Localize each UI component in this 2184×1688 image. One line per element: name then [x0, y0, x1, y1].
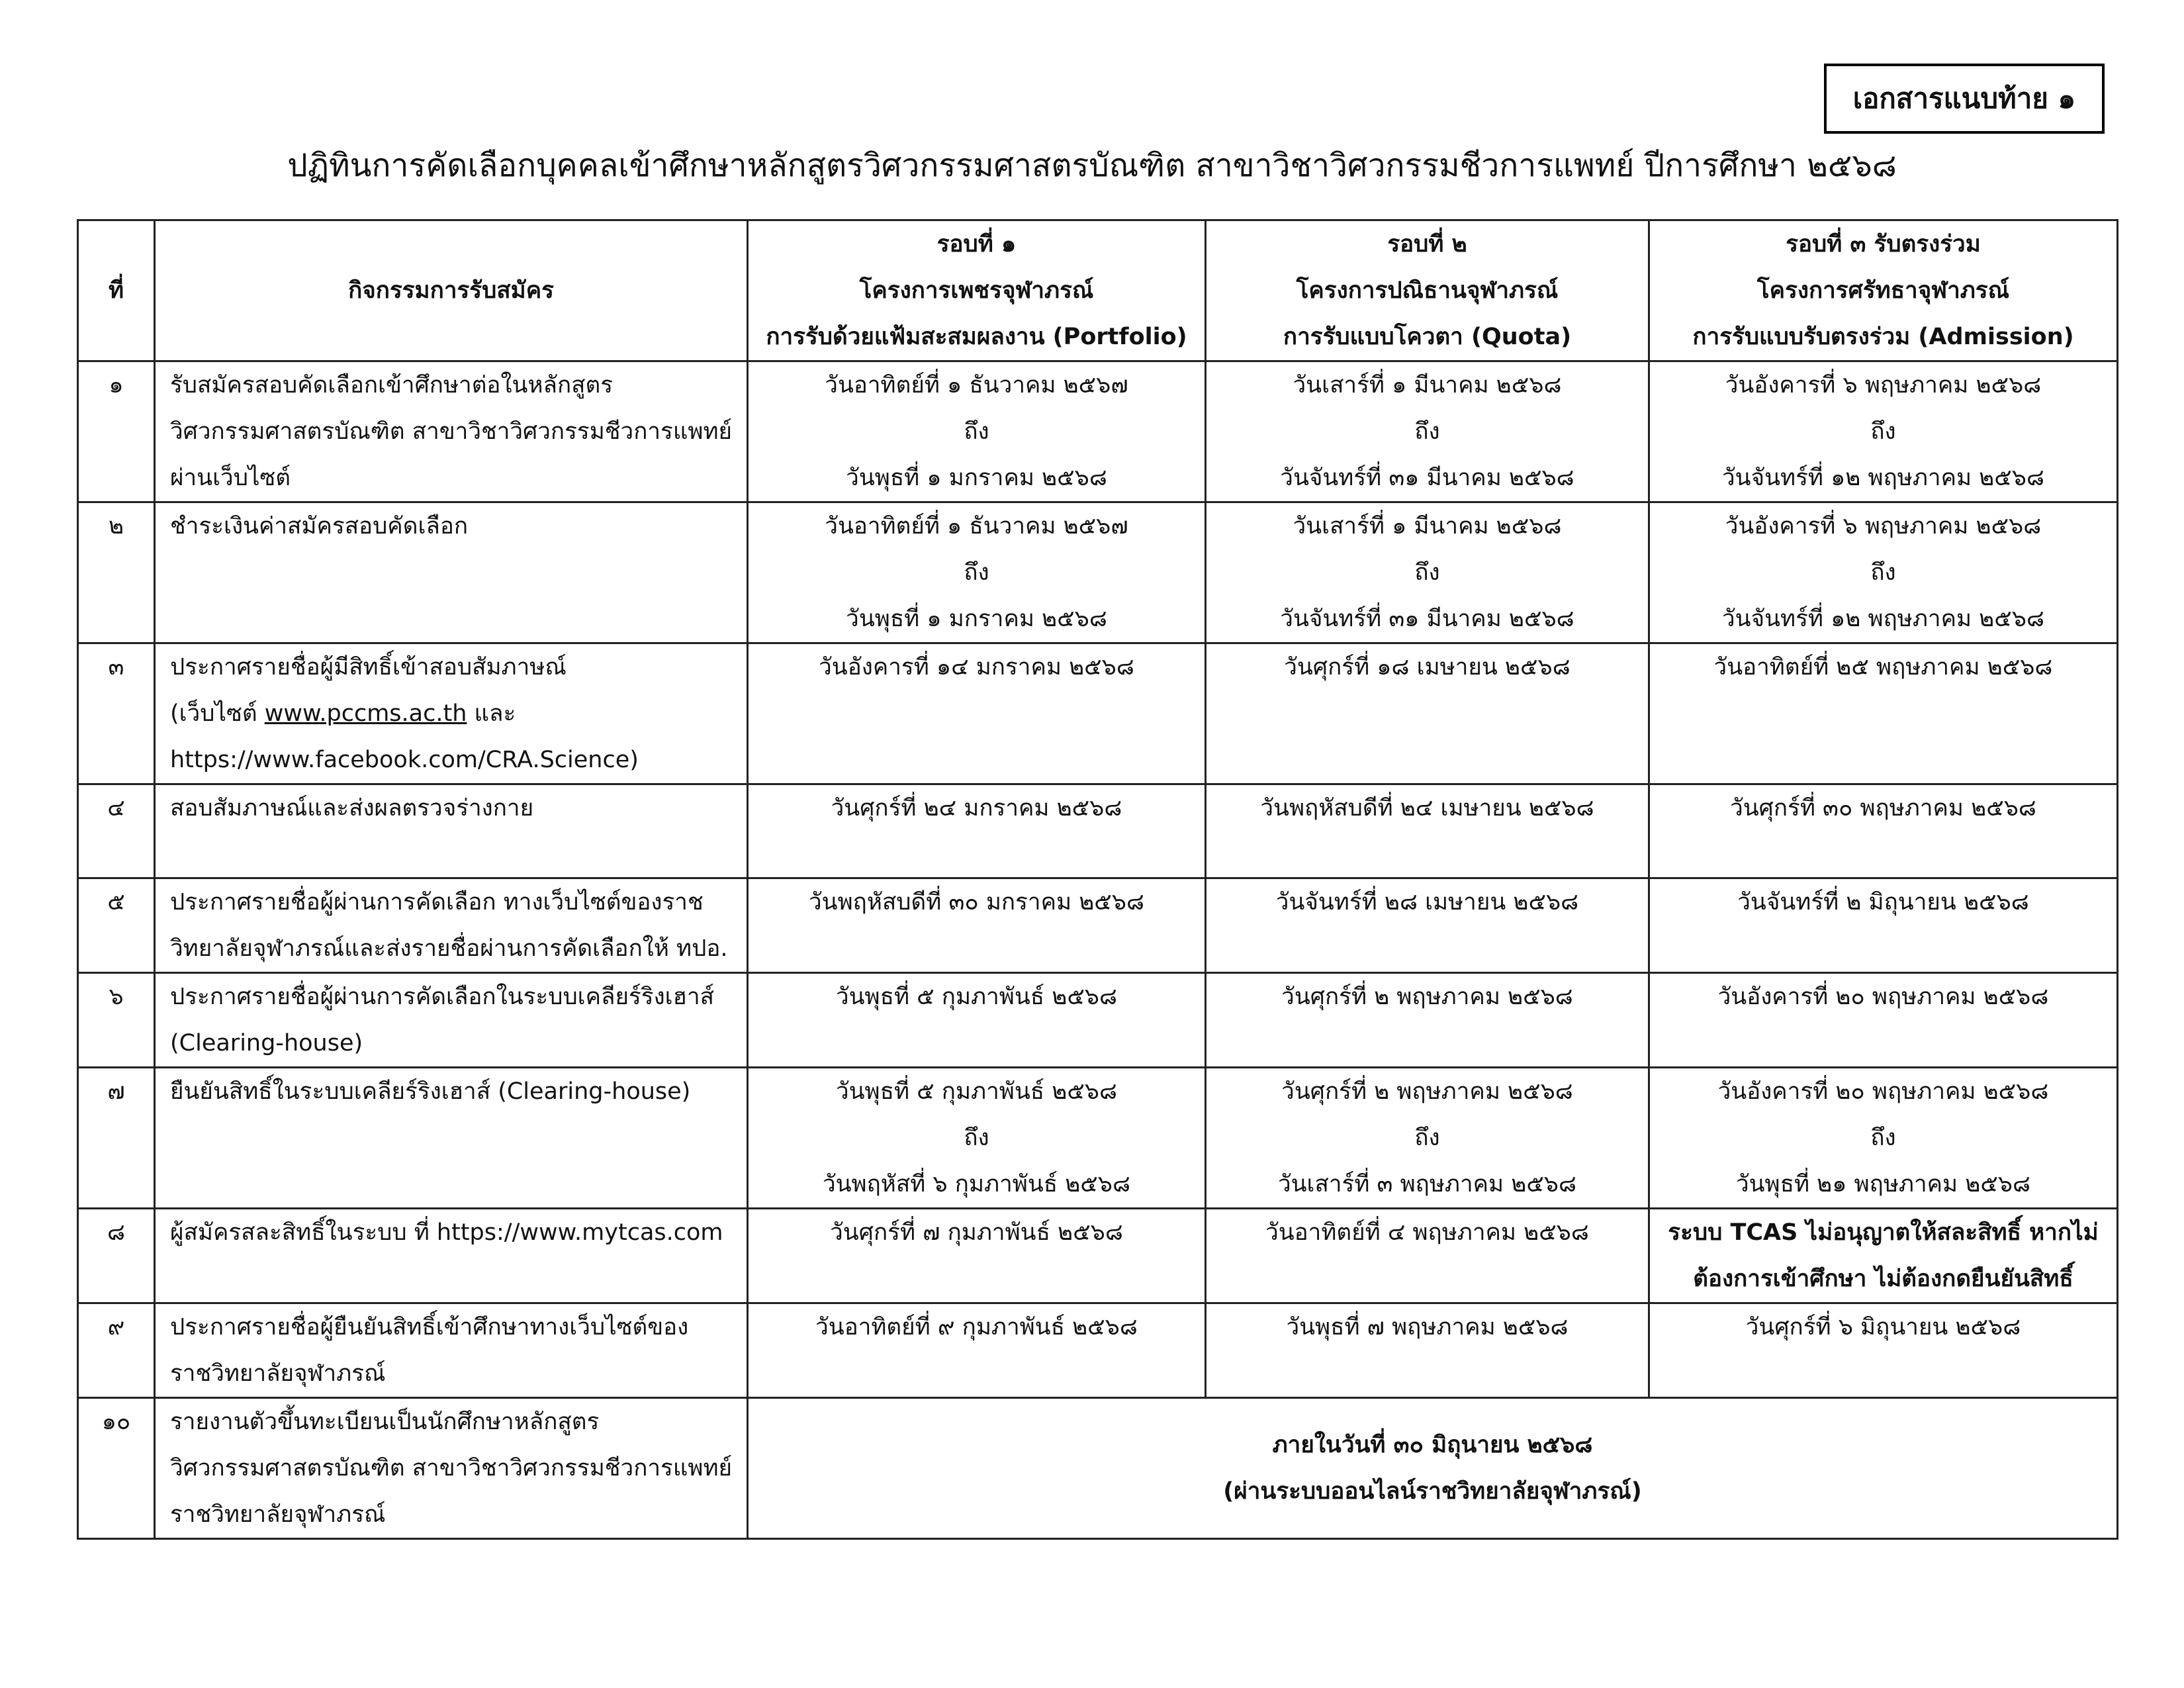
header-round2-line: การรับแบบโควตา (Quota) — [1283, 324, 1572, 350]
activity-text: และ — [467, 700, 516, 727]
date-line: ถึง — [1870, 559, 1896, 586]
table-row — [78, 878, 2118, 973]
header-row — [78, 220, 2118, 361]
date-line: วันเสาร์ที่ ๓ พฤษภาคม ๒๕๖๘ — [1277, 1171, 1577, 1197]
date-line: วันศุกร์ที่ ๒๔ มกราคม ๒๕๖๘ — [831, 795, 1122, 821]
row-number: ๙ — [78, 1303, 155, 1398]
round3-notice-cell — [1649, 1209, 2118, 1303]
activity-line — [170, 690, 747, 737]
date-line: วันพุธที่ ๒๑ พฤษภาคม ๒๕๖๘ — [1735, 1171, 2031, 1197]
round3-date-cell — [1649, 973, 2118, 1068]
activity-cell — [155, 502, 748, 643]
round1-date-cell — [748, 643, 1206, 784]
header-round3-line: รอบที่ ๓ รับตรงร่วม — [1786, 231, 1981, 258]
header-activity: กิจกรรมการรับสมัคร — [155, 220, 748, 361]
table-row — [78, 1303, 2118, 1398]
date-line: วันจันทร์ที่ ๑๒ พฤษภาคม ๒๕๖๘ — [1722, 606, 2044, 632]
date-line: วันพุธที่ ๕ กุมภาพันธ์ ๒๕๖๘ — [835, 1078, 1118, 1105]
date-line: ถึง — [1870, 1125, 1896, 1151]
date-line: วันเสาร์ที่ ๑ มีนาคม ๒๕๖๘ — [1293, 513, 1562, 539]
activity-line: ยืนยันสิทธิ์ในระบบเคลียร์ริงเฮาส์ (Clearing-house) — [170, 1078, 691, 1105]
activity-line: ประกาศรายชื่อผู้ผ่านการคัดเลือกในระบบเคลียร์ริงเฮาส์ — [170, 984, 715, 1010]
header-round1-line: รอบที่ ๑ — [936, 231, 1017, 258]
deadline-line: (ผ่านระบบออนไลน์ราชวิทยาลัยจุฬาภรณ์) — [1223, 1478, 1642, 1505]
activity-cell — [155, 643, 748, 784]
date-line: วันศุกร์ที่ ๓๐ พฤษภาคม ๒๕๖๘ — [1730, 795, 2036, 821]
round1-date-cell — [748, 973, 1206, 1068]
date-line: ถึง — [964, 418, 989, 445]
registration-deadline-cell — [748, 1398, 2118, 1539]
date-line: วันอาทิตย์ที่ ๑ ธันวาคม ๒๕๖๗ — [825, 513, 1128, 539]
date-line: วันศุกร์ที่ ๖ มิถุนายน ๒๕๖๘ — [1745, 1314, 2021, 1340]
page-title: ปฏิทินการคัดเลือกบุคคลเข้าศึกษาหลักสูตรวิศวกรรมศาสตรบัณฑิต สาขาวิชาวิศวกรรมชีวการแพทย์ ปีการศึกษา ๒๕๖๘ — [287, 147, 1897, 184]
activity-line: รับสมัครสอบคัดเลือกเข้าศึกษาต่อในหลักสูตร — [170, 372, 614, 399]
row-number: ๑ — [78, 361, 155, 502]
date-line: วันอังคารที่ ๖ พฤษภาคม ๒๕๖๘ — [1725, 513, 2042, 539]
round3-date-cell — [1649, 878, 2118, 973]
header-round1-line: การรับด้วยแฟ้มสะสมผลงาน (Portfolio) — [766, 324, 1187, 350]
date-line: วันศุกร์ที่ ๗ กุมภาพันธ์ ๒๕๖๘ — [830, 1219, 1123, 1246]
header-round3 — [1649, 220, 2118, 361]
row-number: ๓ — [78, 643, 155, 784]
tcas-notice-line: ต้องการเข้าศึกษา ไม่ต้องกดยืนยันสิทธิ์ — [1693, 1266, 2073, 1292]
activity-cell — [155, 1068, 748, 1209]
row-number: ๕ — [78, 878, 155, 973]
activity-line: ประกาศรายชื่อผู้ยืนยันสิทธิ์เข้าศึกษาทางเว็บไซต์ของ — [170, 1314, 689, 1340]
website-link[interactable]: www.pccms.ac.th — [264, 700, 467, 727]
round2-date-cell — [1206, 878, 1649, 973]
date-line: ถึง — [1414, 559, 1440, 586]
activity-line: สอบสัมภาษณ์และส่งผลตรวจร่างกาย — [170, 795, 534, 821]
table-row — [78, 361, 2118, 502]
round3-date-cell — [1649, 361, 2118, 502]
round2-date-cell — [1206, 643, 1649, 784]
table-row — [78, 1209, 2118, 1303]
activity-line: ผ่านเว็บไซต์ — [170, 465, 291, 491]
activity-line: ประกาศรายชื่อผู้มีสิทธิ์เข้าสอบสัมภาษณ์ — [170, 654, 567, 680]
header-round1-line: โครงการเพชรจุฬาภรณ์ — [859, 277, 1094, 304]
tcas-notice-line: ระบบ TCAS ไม่อนุญาตให้สละสิทธิ์ หากไม่ — [1668, 1219, 2099, 1246]
annex-label: เอกสารแนบท้าย ๑ — [1824, 64, 2105, 134]
activity-line: ราชวิทยาลัยจุฬาภรณ์ — [170, 1360, 386, 1387]
header-round3-line: โครงการศรัทธาจุฬาภรณ์ — [1756, 277, 2010, 304]
date-line: วันจันทร์ที่ ๒ มิถุนายน ๒๕๖๘ — [1737, 889, 2029, 915]
table-row — [78, 973, 2118, 1068]
date-line: วันอาทิตย์ที่ ๒๕ พฤษภาคม ๒๕๖๘ — [1713, 654, 2053, 680]
activity-line: ผู้สมัครสละสิทธิ์ในระบบ ที่ https://www.mytcas.com — [170, 1219, 723, 1246]
header-round2 — [1206, 220, 1649, 361]
activity-cell — [155, 784, 748, 878]
date-line: วันศุกร์ที่ ๑๘ เมษายน ๒๕๖๘ — [1284, 654, 1570, 680]
round3-date-cell — [1649, 1303, 2118, 1398]
round3-date-cell — [1649, 1068, 2118, 1209]
date-line: วันเสาร์ที่ ๑ มีนาคม ๒๕๖๘ — [1293, 372, 1562, 399]
header-round3-line: การรับแบบรับตรงร่วม (Admission) — [1692, 324, 2074, 350]
date-line: วันอังคารที่ ๑๔ มกราคม ๒๕๖๘ — [819, 654, 1134, 680]
date-line: ถึง — [1414, 418, 1440, 445]
activity-cell — [155, 973, 748, 1068]
activity-line: ประกาศรายชื่อผู้ผ่านการคัดเลือก ทางเว็บไซต์ของราช — [170, 889, 704, 915]
date-line: วันพฤหัสบดีที่ ๒๔ เมษายน ๒๕๖๘ — [1260, 795, 1594, 821]
date-line: วันพุธที่ ๕ กุมภาพันธ์ ๒๕๖๘ — [835, 984, 1118, 1010]
row-number: ๖ — [78, 973, 155, 1068]
date-line: วันพุธที่ ๑ มกราคม ๒๕๖๘ — [846, 606, 1107, 632]
date-line: วันพุธที่ ๗ พฤษภาคม ๒๕๖๘ — [1286, 1314, 1569, 1340]
activity-line: ชำระเงินค่าสมัครสอบคัดเลือก — [170, 513, 469, 539]
facebook-link[interactable]: https://www.facebook.com/CRA.Science) — [170, 747, 639, 773]
date-line: วันศุกร์ที่ ๒ พฤษภาคม ๒๕๖๘ — [1281, 1078, 1573, 1105]
row-number: ๒ — [78, 502, 155, 643]
round3-date-cell — [1649, 502, 2118, 643]
row-number: ๘ — [78, 1209, 155, 1303]
date-line: ถึง — [1414, 1125, 1440, 1151]
date-line: วันอังคารที่ ๖ พฤษภาคม ๒๕๖๘ — [1725, 372, 2042, 399]
round2-date-cell — [1206, 361, 1649, 502]
activity-text: (เว็บไซต์ — [170, 700, 265, 727]
activity-cell — [155, 1398, 748, 1539]
date-line: วันอาทิตย์ที่ ๑ ธันวาคม ๒๕๖๗ — [825, 372, 1128, 399]
activity-cell — [155, 1209, 748, 1303]
activity-line: ราชวิทยาลัยจุฬาภรณ์ — [170, 1501, 386, 1528]
table-row — [78, 1068, 2118, 1209]
date-line: วันจันทร์ที่ ๑๒ พฤษภาคม ๒๕๖๘ — [1722, 465, 2044, 491]
table-row — [78, 643, 2118, 784]
date-line: วันอังคารที่ ๒๐ พฤษภาคม ๒๕๖๘ — [1717, 1078, 2049, 1105]
date-line: วันอังคารที่ ๒๐ พฤษภาคม ๒๕๖๘ — [1717, 984, 2049, 1010]
round1-date-cell — [748, 784, 1206, 878]
activity-line: วิทยาลัยจุฬาภรณ์และส่งรายชื่อผ่านการคัดเลือกให้ ทปอ. — [170, 935, 728, 962]
date-line: ถึง — [964, 559, 989, 586]
header-no: ที่ — [78, 220, 155, 361]
date-line: วันจันทร์ที่ ๓๑ มีนาคม ๒๕๖๘ — [1280, 465, 1574, 491]
round1-date-cell — [748, 361, 1206, 502]
date-line: วันอาทิตย์ที่ ๙ กุมภาพันธ์ ๒๕๖๘ — [815, 1314, 1138, 1340]
round1-date-cell — [748, 502, 1206, 643]
date-line: วันพฤหัสบดีที่ ๓๐ มกราคม ๒๕๖๘ — [809, 889, 1144, 915]
date-line: ถึง — [1870, 418, 1896, 445]
date-line: วันจันทร์ที่ ๓๑ มีนาคม ๒๕๖๘ — [1280, 606, 1574, 632]
header-round2-line: รอบที่ ๒ — [1387, 231, 1467, 258]
table-row — [78, 784, 2118, 878]
round1-date-cell — [748, 1209, 1206, 1303]
date-line: วันพุธที่ ๑ มกราคม ๒๕๖๘ — [846, 465, 1107, 491]
date-line: วันอาทิตย์ที่ ๔ พฤษภาคม ๒๕๖๘ — [1265, 1219, 1589, 1246]
round1-date-cell — [748, 878, 1206, 973]
deadline-line: ภายในวันที่ ๓๐ มิถุนายน ๒๕๖๘ — [1272, 1432, 1593, 1458]
row-number: ๑๐ — [78, 1398, 155, 1539]
activity-line: วิศวกรรมศาสตรบัณฑิต สาขาวิชาวิศวกรรมชีวการแพทย์ — [170, 418, 733, 445]
table-row — [78, 1398, 2118, 1539]
activity-line: วิศวกรรมศาสตรบัณฑิต สาขาวิชาวิศวกรรมชีวการแพทย์ — [170, 1455, 733, 1481]
round2-date-cell — [1206, 784, 1649, 878]
round1-date-cell — [748, 1068, 1206, 1209]
schedule-table — [77, 219, 2118, 1540]
round2-date-cell — [1206, 973, 1649, 1068]
activity-cell — [155, 878, 748, 973]
round3-date-cell — [1649, 643, 2118, 784]
round2-date-cell — [1206, 1303, 1649, 1398]
row-number: ๔ — [78, 784, 155, 878]
round2-date-cell — [1206, 1209, 1649, 1303]
activity-line: รายงานตัวขึ้นทะเบียนเป็นนักศึกษาหลักสูตร — [170, 1409, 600, 1435]
date-line: วันจันทร์ที่ ๒๘ เมษายน ๒๕๖๘ — [1275, 889, 1579, 915]
round1-date-cell — [748, 1303, 1206, 1398]
table-row — [78, 502, 2118, 643]
date-line: วันศุกร์ที่ ๒ พฤษภาคม ๒๕๖๘ — [1281, 984, 1573, 1010]
header-round1 — [748, 220, 1206, 361]
round3-date-cell — [1649, 784, 2118, 878]
activity-line: (Clearing-house) — [170, 1030, 363, 1056]
date-line: วันพฤหัสที่ ๖ กุมภาพันธ์ ๒๕๖๘ — [822, 1171, 1131, 1197]
activity-cell — [155, 1303, 748, 1398]
round2-date-cell — [1206, 502, 1649, 643]
activity-cell — [155, 361, 748, 502]
header-round2-line: โครงการปณิธานจุฬาภรณ์ — [1296, 277, 1559, 304]
round2-date-cell — [1206, 1068, 1649, 1209]
row-number: ๗ — [78, 1068, 155, 1209]
date-line: ถึง — [964, 1125, 989, 1151]
